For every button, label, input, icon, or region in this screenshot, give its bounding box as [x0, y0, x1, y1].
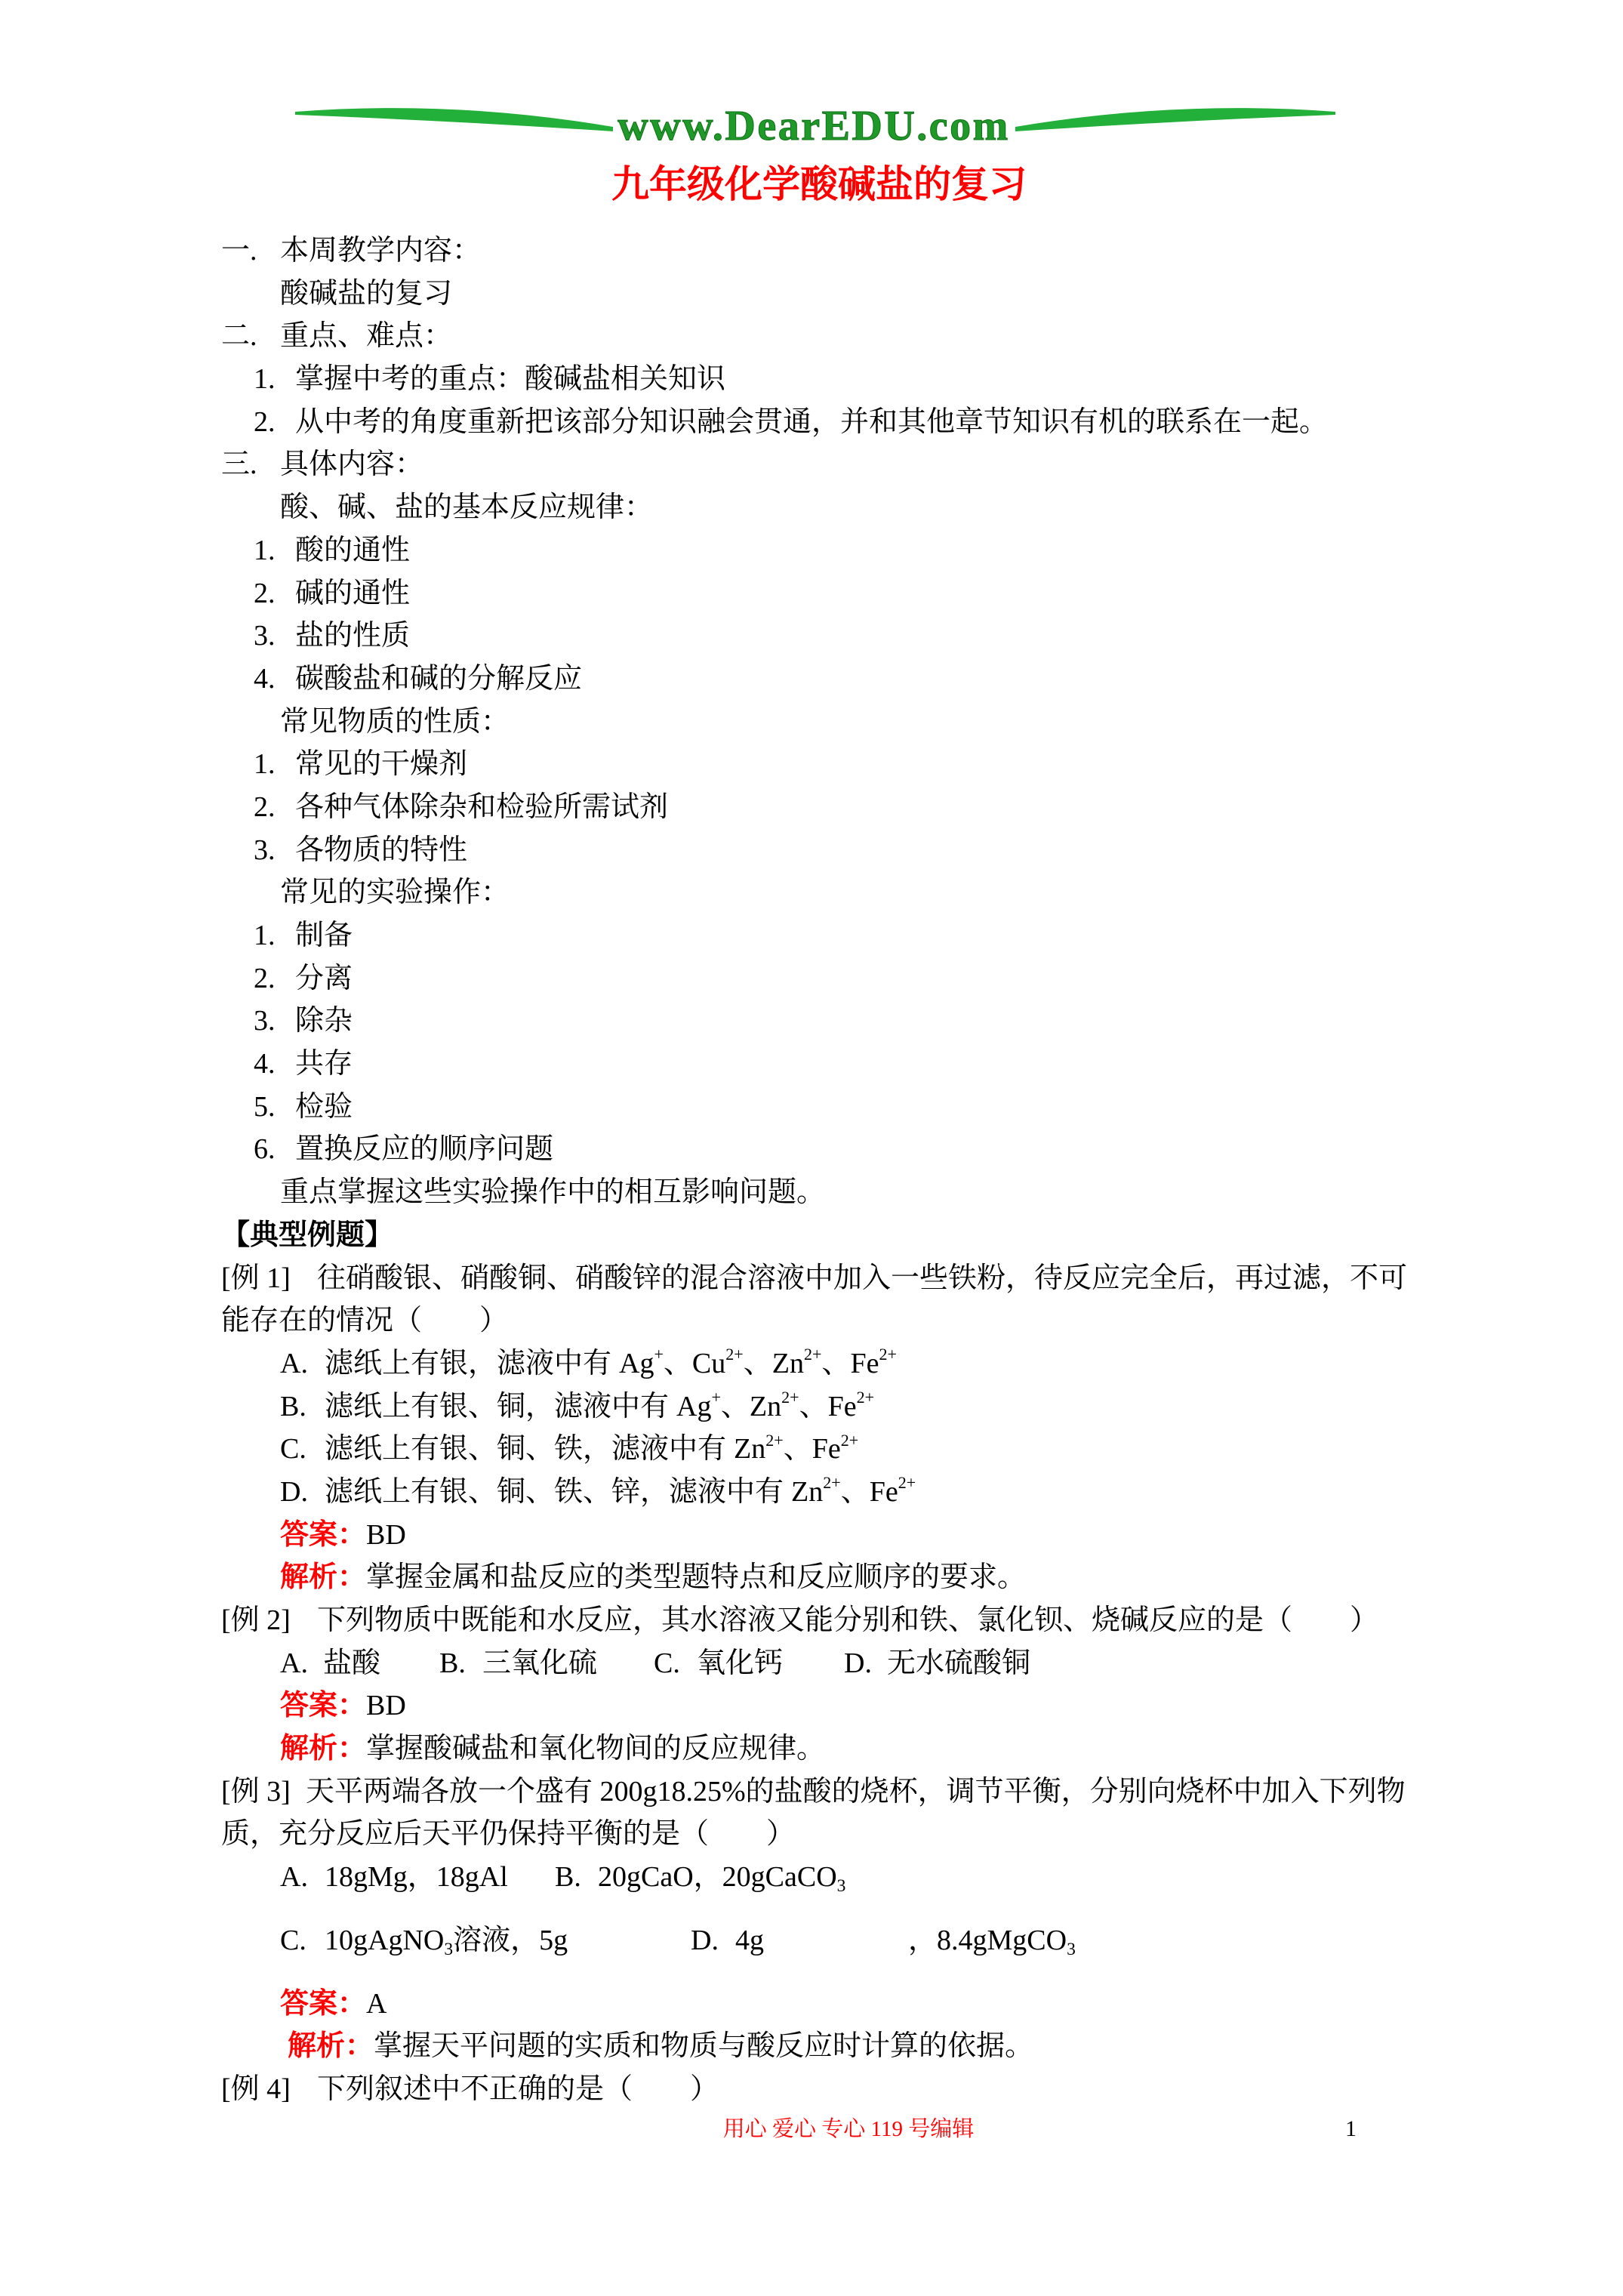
analysis-text: 掌握金属和盐反应的类型题特点和反应顺序的要求。	[366, 1561, 1027, 1594]
page-title: 九年级化学酸碱盐的复习	[611, 163, 1027, 205]
list-item	[0, 743, 1623, 786]
ion-symbol: Fe	[850, 1347, 879, 1379]
option-label: A.	[280, 1647, 308, 1679]
example-label: [例 3]	[221, 1775, 291, 1808]
answer-label: 答案：	[280, 1518, 367, 1551]
option-text: 滤纸上有银、铜、铁，滤液中有	[325, 1433, 727, 1465]
subsection-title	[0, 701, 1623, 744]
list-text: 共存	[295, 1048, 353, 1080]
separator: 、	[821, 1347, 851, 1379]
list-number: 6.	[254, 1133, 276, 1166]
subscript: 3	[444, 1939, 454, 1959]
example-1-option-b	[0, 1385, 1623, 1428]
example-4-stem	[0, 2068, 1623, 2111]
option-text: ，8.4gMgCO	[908, 1924, 1067, 1956]
note-text: 重点掌握这些实验操作中的相互影响问题。	[280, 1176, 826, 1209]
section-number: 一.	[221, 235, 257, 267]
list-item	[0, 1043, 1623, 1086]
document-body	[0, 230, 1623, 2111]
answer-label: 答案：	[280, 1690, 367, 1722]
list-item	[0, 1000, 1623, 1043]
list-item	[0, 914, 1623, 957]
list-number: 2.	[254, 577, 276, 609]
section-number: 三.	[221, 448, 257, 481]
subsection-text: 常见物质的性质：	[280, 705, 510, 738]
ion-symbol: Zn	[749, 1390, 782, 1422]
subscript: 3	[836, 1876, 846, 1897]
list-number: 4.	[254, 662, 276, 695]
section-title: 重点、难点：	[280, 320, 453, 353]
example-label: [例 2]	[221, 1604, 291, 1636]
example-2-stem	[0, 1599, 1623, 1642]
section-2-heading	[0, 315, 1623, 358]
subsection-text: 常见的实验操作：	[280, 877, 510, 909]
list-number: 1.	[254, 363, 276, 396]
ion-charge: 2+	[781, 1388, 799, 1407]
option-text: 滤纸上有银、铜、铁、锌，滤液中有	[325, 1475, 784, 1508]
list-item	[0, 401, 1623, 444]
section-number: 二.	[221, 320, 257, 353]
analysis-label: 解析：	[288, 2030, 374, 2063]
list-item	[0, 615, 1623, 658]
examples-heading-text: 【典型例题】	[221, 1219, 394, 1251]
option-label: B.	[280, 1390, 306, 1422]
separator: 、	[799, 1390, 828, 1422]
list-text: 分离	[295, 962, 353, 994]
separator: 、	[840, 1475, 870, 1508]
analysis-text: 掌握酸碱盐和氧化物间的反应规律。	[366, 1733, 826, 1765]
ion-charge: +	[711, 1388, 721, 1407]
analysis-label: 解析：	[280, 1561, 367, 1594]
section-1-body	[0, 273, 1623, 316]
footer-text: 用心 爱心 专心 119 号编辑	[722, 2117, 975, 2141]
analysis-text: 掌握天平问题的实质和物质与酸反应时计算的依据。	[374, 2030, 1034, 2063]
ion-symbol: Zn	[791, 1475, 824, 1508]
option-text: 三氧化硫	[482, 1647, 598, 1679]
list-text: 从中考的角度重新把该部分知识融会贯通，并和其他章节知识有机的联系在一起。	[295, 405, 1329, 438]
example-2-answer	[0, 1684, 1623, 1727]
ion-charge: 2+	[879, 1345, 897, 1364]
example-1-answer	[0, 1514, 1623, 1557]
section-title: 本周教学内容：	[280, 235, 482, 267]
answer-value: BD	[366, 1518, 406, 1551]
option-label: B.	[439, 1647, 466, 1679]
option-label: A.	[280, 1861, 308, 1894]
list-text: 各种气体除杂和检验所需试剂	[295, 791, 669, 823]
example-1-analysis	[0, 1556, 1623, 1599]
list-text: 碳酸盐和碱的分解反应	[295, 662, 583, 695]
option-d	[844, 1642, 1030, 1685]
option-text: 20gCaO，20gCaCO	[598, 1861, 837, 1894]
stem-text: 下列叙述中不正确的是（ ）	[317, 2073, 719, 2105]
ion-charge: 2+	[856, 1388, 875, 1407]
list-number: 1.	[254, 534, 276, 566]
option-text: 18gMg，18gAl	[325, 1861, 508, 1894]
option-text: 盐酸	[323, 1647, 381, 1679]
list-number: 3.	[254, 834, 276, 866]
separator: 、	[783, 1433, 812, 1465]
answer-label: 答案：	[280, 1987, 367, 2020]
option-c	[280, 1919, 691, 1966]
ion-symbol: Ag	[676, 1390, 712, 1422]
list-number: 2.	[254, 405, 276, 438]
section-note	[0, 1171, 1623, 1214]
stem-text: 质，充分反应后天平仍保持平衡的是（ ）	[221, 1818, 796, 1851]
option-label: D.	[691, 1924, 719, 1956]
option-label: A.	[280, 1347, 308, 1379]
example-3-options-row-2	[0, 1919, 1623, 1962]
paragraph-text: 酸碱盐的复习	[280, 277, 453, 310]
example-2-options	[0, 1642, 1623, 1685]
stem-text: 往硝酸银、硝酸铜、硝酸锌的混合溶液中加入一些铁粉，待反应完全后，再过滤，不可	[317, 1262, 1408, 1294]
example-1-stem-cont	[0, 1299, 1623, 1342]
subsection-text: 酸、碱、盐的基本反应规律：	[280, 492, 654, 524]
option-label: D.	[844, 1647, 872, 1679]
list-item	[0, 786, 1623, 829]
stem-text: 天平两端各放一个盛有 200g18.25%的盐酸的烧杯，调节平衡，分别向烧杯中加入下列物	[306, 1775, 1406, 1808]
option-text: 溶液，5g	[453, 1924, 568, 1956]
option-label: C.	[280, 1433, 306, 1465]
list-text: 各物质的特性	[295, 834, 468, 866]
ion-symbol: Fe	[812, 1433, 841, 1465]
list-text: 置换反应的顺序问题	[295, 1133, 554, 1166]
section-1-heading	[0, 230, 1623, 273]
separator: 、	[663, 1347, 692, 1379]
answer-value: BD	[366, 1690, 406, 1722]
list-number: 1.	[254, 748, 276, 781]
list-number: 2.	[254, 791, 276, 823]
list-text: 掌握中考的重点：酸碱盐相关知识	[295, 363, 726, 396]
option-text: 滤纸上有银，滤液中有	[325, 1347, 612, 1379]
ion-symbol: Fe	[869, 1475, 898, 1508]
list-item	[0, 1128, 1623, 1171]
analysis-label: 解析：	[280, 1733, 367, 1765]
list-number: 1.	[254, 920, 276, 951]
list-number: 5.	[254, 1090, 276, 1123]
list-text: 除杂	[295, 1005, 353, 1037]
option-d	[691, 1919, 1076, 1966]
stem-text: 能存在的情况（ ）	[221, 1305, 509, 1337]
option-label: D.	[280, 1475, 308, 1508]
section-title: 具体内容：	[280, 448, 424, 481]
list-item	[0, 1086, 1623, 1129]
option-b	[439, 1642, 654, 1685]
ion-symbol: Fe	[827, 1390, 857, 1422]
examples-heading	[0, 1214, 1623, 1257]
option-text: 10gAgNO	[325, 1924, 445, 1956]
list-item	[0, 358, 1623, 401]
example-3-analysis	[0, 2025, 1623, 2068]
example-3-options-row-1	[0, 1856, 1623, 1899]
ion-charge: +	[654, 1345, 664, 1364]
list-item	[0, 658, 1623, 701]
list-text: 制备	[295, 920, 353, 951]
subsection-title	[0, 871, 1623, 914]
answer-value: A	[366, 1987, 387, 2020]
list-text: 盐的性质	[295, 620, 411, 652]
page-number: 1	[1345, 2116, 1357, 2141]
example-3-answer	[0, 1983, 1623, 2026]
ion-list	[791, 1473, 916, 1508]
list-number: 3.	[254, 620, 276, 652]
option-label: C.	[280, 1924, 306, 1956]
option-c	[654, 1642, 844, 1685]
example-1-option-d	[0, 1471, 1623, 1514]
ion-charge: 2+	[725, 1345, 744, 1364]
ion-symbol: Cu	[691, 1347, 726, 1379]
option-a	[280, 1856, 555, 1899]
example-1-option-a	[0, 1342, 1623, 1385]
list-number: 4.	[254, 1048, 276, 1080]
option-text: 滤纸上有银、铜，滤液中有	[325, 1390, 670, 1422]
example-1-option-c	[0, 1428, 1623, 1471]
list-text: 常见的干燥剂	[295, 748, 468, 781]
ion-charge: 2+	[765, 1430, 784, 1450]
option-a	[280, 1642, 439, 1685]
example-3-stem-cont	[0, 1813, 1623, 1856]
option-text: 氧化钙	[697, 1647, 784, 1679]
example-2-analysis	[0, 1727, 1623, 1771]
example-3-stem	[0, 1771, 1623, 1814]
separator: 、	[743, 1347, 772, 1379]
example-label: [例 1]	[221, 1262, 291, 1294]
option-b	[555, 1856, 845, 1903]
list-text: 检验	[295, 1090, 353, 1123]
stem-text: 下列物质中既能和水反应，其水溶液又能分别和铁、氯化钡、烧碱反应的是（ ）	[317, 1604, 1379, 1636]
list-item	[0, 529, 1623, 572]
ion-symbol: Zn	[771, 1347, 804, 1379]
ion-charge: 2+	[803, 1345, 822, 1364]
ion-charge: 2+	[823, 1473, 841, 1493]
option-label: B.	[555, 1861, 581, 1894]
subsection-title	[0, 486, 1623, 529]
right-swoosh	[1015, 108, 1335, 131]
ion-list	[734, 1430, 859, 1465]
list-number: 2.	[254, 962, 276, 994]
separator: 、	[720, 1390, 750, 1422]
site-logo-banner	[0, 0, 1623, 174]
example-1-stem	[0, 1257, 1623, 1300]
option-text: 4g	[735, 1924, 764, 1956]
subscript: 3	[1067, 1939, 1076, 1959]
ion-symbol: Zn	[734, 1433, 766, 1465]
list-item	[0, 829, 1623, 872]
list-item	[0, 572, 1623, 615]
ion-list	[676, 1388, 875, 1422]
site-logo-text: www.DearEDU.com	[617, 103, 1010, 149]
list-text: 酸的通性	[295, 534, 411, 566]
section-3-heading	[0, 443, 1623, 486]
list-item	[0, 957, 1623, 1000]
ion-symbol: Ag	[619, 1347, 654, 1379]
option-text: 无水硫酸铜	[887, 1647, 1031, 1679]
ion-charge: 2+	[840, 1430, 859, 1450]
ion-charge: 2+	[898, 1473, 916, 1493]
list-text: 碱的通性	[295, 577, 411, 609]
example-label: [例 4]	[221, 2073, 291, 2105]
list-number: 3.	[254, 1005, 276, 1037]
ion-list	[619, 1345, 897, 1379]
option-label: C.	[654, 1647, 680, 1679]
left-swoosh	[295, 108, 613, 131]
